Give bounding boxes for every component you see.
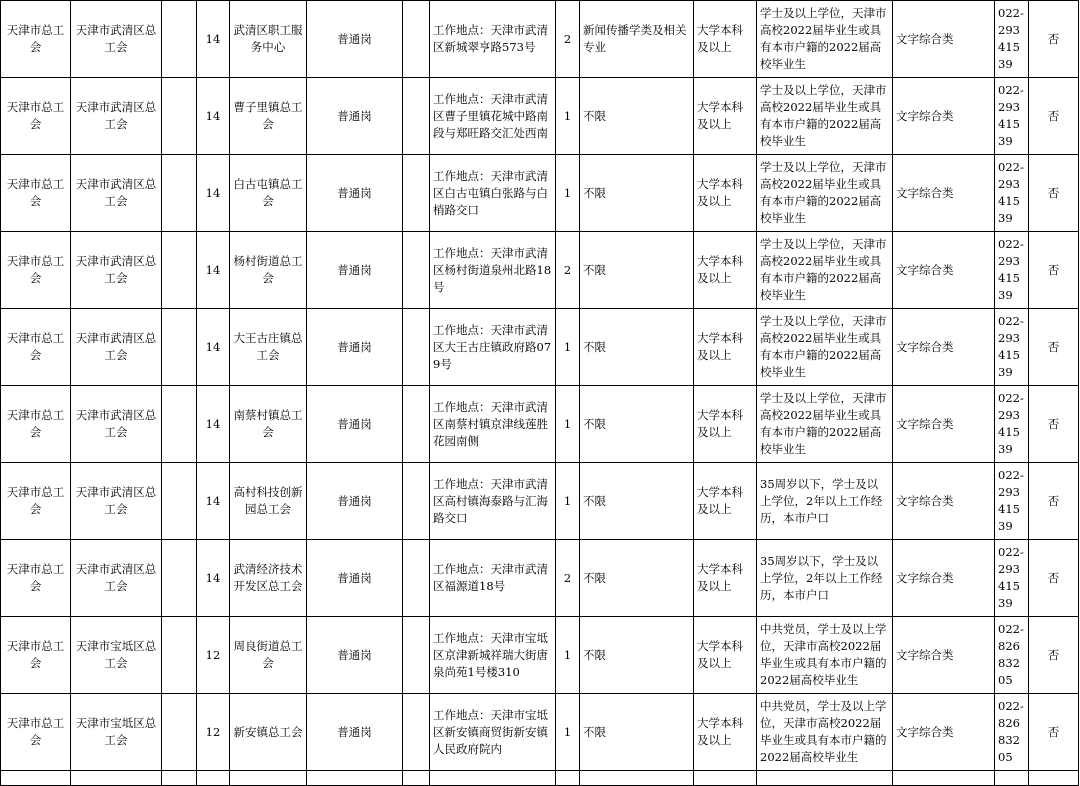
agency-cell: 天津市总工会 <box>1 1 71 78</box>
count-cell: 1 <box>556 78 580 155</box>
blank-cell <box>162 694 197 771</box>
phone-cell: 022-29341539 <box>995 386 1029 463</box>
category-cell: 普通岗 <box>307 386 403 463</box>
pro-exam-cell: 否 <box>1029 386 1079 463</box>
pro-exam-cell: 否 <box>1029 1 1079 78</box>
phone-cell: 022-82683205 <box>995 694 1029 771</box>
count-cell: 1 <box>556 386 580 463</box>
blank-cell <box>162 386 197 463</box>
pro-exam-cell: 否 <box>1029 617 1079 694</box>
conditions-cell: 35周岁以下，学士及以上学位，2年以上工作经历，本市户口 <box>757 540 893 617</box>
exam-cell: 文字综合类 <box>893 694 995 771</box>
count-cell: 1 <box>556 309 580 386</box>
level-cell: 14 <box>197 155 230 232</box>
conditions-cell: 中共党员，学士及以上学位，天津市高校2022届毕业生或具有本市户籍的2022届高校毕业生 <box>757 617 893 694</box>
level-cell: 14 <box>197 540 230 617</box>
blank-cell <box>403 617 430 694</box>
phone-cell: 022-29341539 <box>995 78 1029 155</box>
category-cell: 普通岗 <box>307 78 403 155</box>
level-cell: 14 <box>197 1 230 78</box>
count-cell: 2 <box>556 1 580 78</box>
category-cell: 普通岗 <box>307 309 403 386</box>
pro-exam-cell: 否 <box>1029 155 1079 232</box>
pro-exam-cell: 否 <box>1029 232 1079 309</box>
position-cell: 高村科技创新园总工会 <box>230 463 307 540</box>
agency-cell: 天津市总工会 <box>1 78 71 155</box>
unit-cell: 天津市武清区总工会 <box>71 540 162 617</box>
major-cell: 新闻传播学类及相关专业 <box>580 1 694 78</box>
position-cell: 武清区职工服务中心 <box>230 1 307 78</box>
pro-exam-cell: 否 <box>1029 463 1079 540</box>
table-row <box>1 617 1079 694</box>
conditions-cell: 学士及以上学位，天津市高校2022届毕业生或具有本市户籍的2022届高校毕业生 <box>757 386 893 463</box>
position-cell: 新安镇总工会 <box>230 694 307 771</box>
table-row <box>1 694 1079 771</box>
pro-exam-cell: 否 <box>1029 694 1079 771</box>
unit-cell: 天津市宝坻区总工会 <box>71 694 162 771</box>
education-cell: 大学本科及以上 <box>694 463 757 540</box>
education-cell: 大学本科及以上 <box>694 232 757 309</box>
exam-cell: 文字综合类 <box>893 617 995 694</box>
exam-cell: 文字综合类 <box>893 309 995 386</box>
count-cell: 1 <box>556 463 580 540</box>
blank-cell <box>162 540 197 617</box>
conditions-cell: 35周岁以下，学士及以上学位，2年以上工作经历，本市户口 <box>757 463 893 540</box>
category-cell: 普通岗 <box>307 694 403 771</box>
intro-cell: 工作地点：天津市宝坻区京津新城祥瑞大街唐泉尚苑1号楼310 <box>430 617 556 694</box>
intro-cell: 工作地点：天津市宝坻区新安镇商贸街新安镇人民政府院内 <box>430 694 556 771</box>
table-row <box>1 540 1079 617</box>
agency-cell: 天津市总工会 <box>1 155 71 232</box>
blank-cell <box>403 155 430 232</box>
major-cell: 不限 <box>580 309 694 386</box>
blank-cell <box>403 1 430 78</box>
count-cell: 2 <box>556 540 580 617</box>
unit-cell: 天津市武清区总工会 <box>71 386 162 463</box>
exam-cell: 文字综合类 <box>893 155 995 232</box>
position-cell: 周良街道总工会 <box>230 617 307 694</box>
table-row <box>1 78 1079 155</box>
intro-cell: 工作地点：天津市武清区曹子里镇花城中路南段与郑旺路交汇处西南 <box>430 78 556 155</box>
blank-cell <box>403 540 430 617</box>
position-cell: 大王古庄镇总工会 <box>230 309 307 386</box>
exam-cell: 文字综合类 <box>893 1 995 78</box>
category-cell: 普通岗 <box>307 463 403 540</box>
conditions-cell: 学士及以上学位，天津市高校2022届毕业生或具有本市户籍的2022届高校毕业生 <box>757 155 893 232</box>
major-cell: 不限 <box>580 463 694 540</box>
count-cell: 1 <box>556 617 580 694</box>
unit-cell: 天津市武清区总工会 <box>71 463 162 540</box>
level-cell: 14 <box>197 309 230 386</box>
intro-cell: 工作地点：天津市武清区南蔡村镇京津线莲胜花园南侧 <box>430 386 556 463</box>
phone-cell: 022-82683205 <box>995 617 1029 694</box>
table-row <box>1 386 1079 463</box>
position-cell: 杨村街道总工会 <box>230 232 307 309</box>
education-cell: 大学本科及以上 <box>694 78 757 155</box>
table-row <box>1 463 1079 540</box>
blank-cell <box>162 78 197 155</box>
position-cell: 武清经济技术开发区总工会 <box>230 540 307 617</box>
education-cell: 大学本科及以上 <box>694 540 757 617</box>
phone-cell: 022-29341539 <box>995 309 1029 386</box>
exam-cell: 文字综合类 <box>893 232 995 309</box>
category-cell: 普通岗 <box>307 540 403 617</box>
table-row <box>1 1 1079 78</box>
position-cell: 南蔡村镇总工会 <box>230 386 307 463</box>
education-cell: 大学本科及以上 <box>694 309 757 386</box>
agency-cell: 天津市总工会 <box>1 309 71 386</box>
agency-cell: 天津市总工会 <box>1 617 71 694</box>
position-cell: 曹子里镇总工会 <box>230 78 307 155</box>
agency-cell: 天津市总工会 <box>1 386 71 463</box>
category-cell: 普通岗 <box>307 1 403 78</box>
conditions-cell: 中共党员，学士及以上学位，天津市高校2022届毕业生或具有本市户籍的2022届高校毕业生 <box>757 694 893 771</box>
blank-cell <box>403 463 430 540</box>
agency-cell: 天津市总工会 <box>1 540 71 617</box>
agency-cell: 天津市总工会 <box>1 463 71 540</box>
table-row <box>1 155 1079 232</box>
table-row <box>1 309 1079 386</box>
blank-cell <box>162 309 197 386</box>
count-cell: 1 <box>556 694 580 771</box>
education-cell: 大学本科及以上 <box>694 386 757 463</box>
education-cell: 大学本科及以上 <box>694 694 757 771</box>
unit-cell: 天津市武清区总工会 <box>71 232 162 309</box>
intro-cell: 工作地点：天津市武清区新城翠亨路573号 <box>430 1 556 78</box>
conditions-cell: 学士及以上学位，天津市高校2022届毕业生或具有本市户籍的2022届高校毕业生 <box>757 78 893 155</box>
conditions-cell: 学士及以上学位，天津市高校2022届毕业生或具有本市户籍的2022届高校毕业生 <box>757 232 893 309</box>
major-cell: 不限 <box>580 232 694 309</box>
phone-cell: 022-29341539 <box>995 540 1029 617</box>
intro-cell: 工作地点：天津市武清区福源道18号 <box>430 540 556 617</box>
unit-cell: 天津市宝坻区总工会 <box>71 617 162 694</box>
exam-cell: 文字综合类 <box>893 78 995 155</box>
blank-cell <box>403 386 430 463</box>
education-cell: 大学本科及以上 <box>694 617 757 694</box>
unit-cell: 天津市武清区总工会 <box>71 78 162 155</box>
phone-cell: 022-29341539 <box>995 1 1029 78</box>
count-cell: 2 <box>556 232 580 309</box>
level-cell: 14 <box>197 386 230 463</box>
count-cell: 1 <box>556 155 580 232</box>
major-cell: 不限 <box>580 78 694 155</box>
blank-cell <box>403 78 430 155</box>
level-cell: 14 <box>197 78 230 155</box>
phone-cell: 022-29341539 <box>995 232 1029 309</box>
major-cell: 不限 <box>580 386 694 463</box>
unit-cell: 天津市武清区总工会 <box>71 155 162 232</box>
exam-cell: 文字综合类 <box>893 463 995 540</box>
unit-cell: 天津市武清区总工会 <box>71 309 162 386</box>
major-cell: 不限 <box>580 155 694 232</box>
position-cell: 白古屯镇总工会 <box>230 155 307 232</box>
pro-exam-cell: 否 <box>1029 78 1079 155</box>
phone-cell: 022-29341539 <box>995 463 1029 540</box>
table-row <box>1 232 1079 309</box>
level-cell: 12 <box>197 694 230 771</box>
major-cell: 不限 <box>580 540 694 617</box>
pro-exam-cell: 否 <box>1029 540 1079 617</box>
blank-cell <box>162 1 197 78</box>
intro-cell: 工作地点：天津市武清区杨村街道泉州北路18号 <box>430 232 556 309</box>
level-cell: 14 <box>197 463 230 540</box>
blank-cell <box>162 155 197 232</box>
pro-exam-cell: 否 <box>1029 309 1079 386</box>
education-cell: 大学本科及以上 <box>694 1 757 78</box>
intro-cell: 工作地点：天津市武清区白古屯镇白张路与白梢路交口 <box>430 155 556 232</box>
blank-cell <box>162 463 197 540</box>
education-cell: 大学本科及以上 <box>694 155 757 232</box>
phone-cell: 022-29341539 <box>995 155 1029 232</box>
blank-cell <box>162 232 197 309</box>
blank-cell <box>162 617 197 694</box>
major-cell: 不限 <box>580 694 694 771</box>
agency-cell: 天津市总工会 <box>1 694 71 771</box>
intro-cell: 工作地点：天津市武清区大王古庄镇政府路079号 <box>430 309 556 386</box>
blank-cell <box>403 309 430 386</box>
level-cell: 14 <box>197 232 230 309</box>
category-cell: 普通岗 <box>307 232 403 309</box>
blank-cell <box>403 232 430 309</box>
unit-cell: 天津市武清区总工会 <box>71 1 162 78</box>
major-cell: 不限 <box>580 617 694 694</box>
exam-cell: 文字综合类 <box>893 540 995 617</box>
conditions-cell: 学士及以上学位，天津市高校2022届毕业生或具有本市户籍的2022届高校毕业生 <box>757 309 893 386</box>
exam-cell: 文字综合类 <box>893 386 995 463</box>
agency-cell: 天津市总工会 <box>1 232 71 309</box>
conditions-cell: 学士及以上学位，天津市高校2022届毕业生或具有本市户籍的2022届高校毕业生 <box>757 1 893 78</box>
intro-cell: 工作地点：天津市武清区高村镇海泰路与汇海路交口 <box>430 463 556 540</box>
level-cell: 12 <box>197 617 230 694</box>
category-cell: 普通岗 <box>307 155 403 232</box>
blank-cell <box>403 694 430 771</box>
category-cell: 普通岗 <box>307 617 403 694</box>
